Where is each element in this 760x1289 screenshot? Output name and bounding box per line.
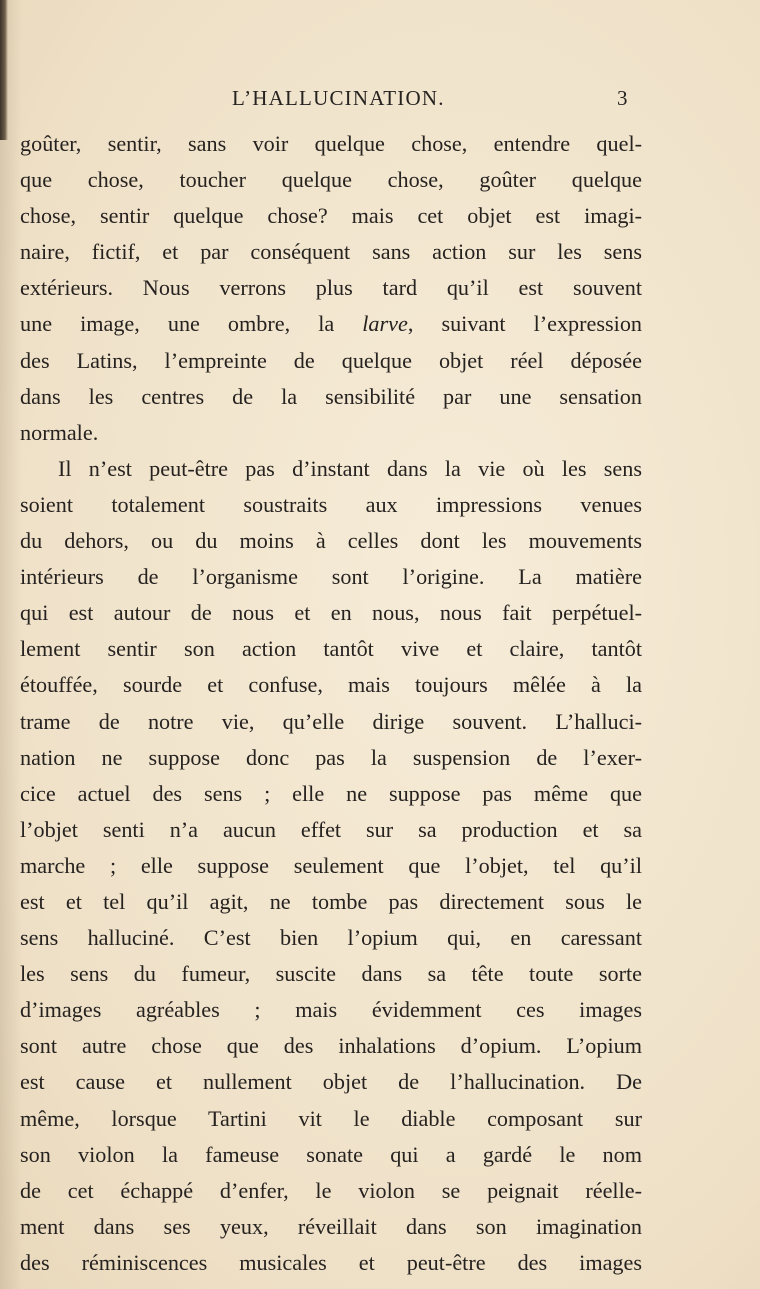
text-line: même, lorsque Tartini vit le diable composant sur (20, 1105, 642, 1131)
text-line: son violon la fameuse sonate qui a gardé le nom (20, 1141, 642, 1167)
text-line: est cause et nullement objet de l’hallucination. De (20, 1069, 642, 1095)
text-line: que chose, toucher quelque chose, goûter quelque (20, 167, 642, 193)
text-segment: une image, une ombre, la (20, 311, 335, 337)
text-line: goûter, sentir, sans voir quelque chose, entendre quel- (20, 131, 642, 156)
text-line: des Latins, l’empreinte de quelque objet réel déposée (20, 347, 642, 373)
text-line: dans les centres de la sensibilité par une sensation (20, 383, 642, 409)
text-line: naire, fictif, et par conséquent sans action sur les sens (20, 239, 642, 265)
text-line: des réminiscences musicales et peut-être des images (20, 1249, 642, 1275)
text-line: extérieurs. Nous verrons plus tard qu’il est souvent (20, 275, 642, 301)
text-line: chose, sentir quelque chose? mais cet objet est imagi- (20, 203, 642, 229)
text-line: lement sentir son action tantôt vive et claire, tantôt (20, 636, 642, 662)
text-line: les sens du fumeur, suscite dans sa tête toute sorte (20, 961, 642, 987)
text-line: est et tel qu’il agit, ne tombe pas directement sous le (20, 888, 642, 914)
text-line: cice actuel des sens ; elle ne suppose pas même que (20, 780, 642, 806)
paragraph-end-line: normale. (20, 419, 99, 445)
text-line: marche ; elle suppose seulement que l’objet, tel qu’il (20, 852, 642, 878)
text-line: l’objet senti n’a aucun effet sur sa production et sa (20, 816, 642, 842)
text-line: trame de notre vie, qu’elle dirige souvent. L’halluci- (20, 708, 642, 734)
running-head (0, 86, 760, 116)
text-line: sont autre chose que des inhalations d’opium. L’opium (20, 1033, 642, 1059)
page-number: 3 (617, 86, 628, 110)
running-title: L’HALLUCINATION. (232, 86, 445, 110)
text-line: nation ne suppose donc pas la suspension de l’exer- (20, 744, 642, 770)
text-line: sens halluciné. C’est bien l’opium qui, en caressant (20, 925, 642, 951)
text-line: d’images agréables ; mais évidemment ces images (20, 997, 642, 1023)
text-line: qui est autour de nous et en nous, nous fait perpétuel- (20, 600, 642, 626)
text-line: intérieurs de l’organisme sont l’origine. La matière (20, 564, 642, 590)
text-line: de cet échappé d’enfer, le violon se peignait réelle- (20, 1177, 642, 1203)
text-segment: , suivant l’expression (407, 311, 643, 337)
text-line-with-italic (20, 306, 642, 342)
text-line: du dehors, ou du moins à celles dont les mouvements (20, 528, 642, 554)
page-binding-edge (0, 0, 8, 140)
text-line: ment dans ses yeux, réveillait dans son imagination (20, 1213, 642, 1239)
paragraph-start-line: Il n’est peut-être pas d’instant dans la vie où les sens (58, 455, 642, 481)
text-line: soient totalement soustraits aux impressions venues (20, 491, 642, 517)
body-text (20, 126, 642, 1281)
italic-word-larve: larve (362, 311, 408, 337)
text-line: étouffée, sourde et confuse, mais toujours mêlée à la (20, 672, 642, 698)
